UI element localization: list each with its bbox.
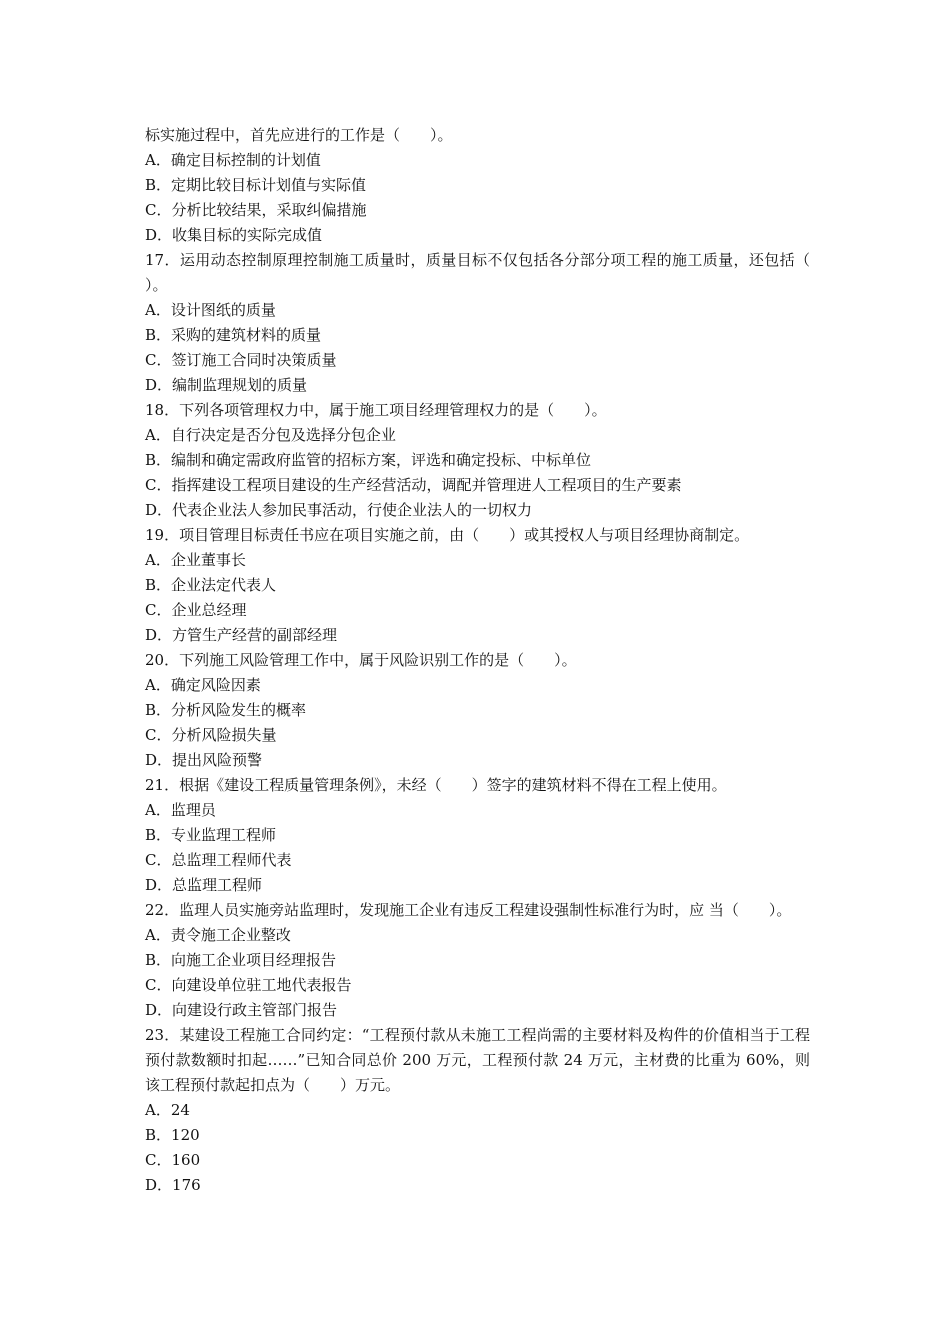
- option-a: A．确定风险因素: [145, 676, 261, 694]
- question-list: [145, 123, 841, 1198]
- question-22: 22．监理人员实施旁站监理时，发现施工企业有违反工程建设强制性标准行为时，应 当（ ）。: [145, 901, 792, 919]
- option-a: A．设计图纸的质量: [145, 301, 276, 319]
- option-a: A．24: [145, 1101, 190, 1119]
- option-c: C．企业总经理: [145, 601, 247, 619]
- option-b: B．定期比较目标计划值与实际值: [145, 176, 367, 194]
- question-17: 17．运用动态控制原理控制施工质量时，质量目标不仅包括各分部分项工程的施工质量，还包括（ ）。: [145, 251, 841, 294]
- question-20: 20．下列施工风险管理工作中，属于风险识别工作的是（ ）。: [145, 651, 577, 669]
- option-b: B．120: [145, 1126, 200, 1144]
- option-a: A．监理员: [145, 801, 216, 819]
- option-d: D．编制监理规划的质量: [145, 376, 308, 394]
- question-18: 18．下列各项管理权力中，属于施工项目经理管理权力的是（ ）。: [145, 401, 607, 419]
- question-23: 23．某建设工程施工合同约定：“工程预付款从未施工工程尚需的主要材料及构件的价值相当于工程预付款数额时扣起……”已知合同总价 200 万元，工程预付款 24 万元，主材费的比重为 60%，则该工程预付款起扣点为（ ）万元。: [145, 1026, 810, 1094]
- option-a: A．确定目标控制的计划值: [145, 151, 321, 169]
- option-c: C．向建设单位驻工地代表报告: [145, 976, 352, 994]
- option-a: A．自行决定是否分包及选择分包企业: [145, 426, 396, 444]
- question-21: 21．根据《建设工程质量管理条例》，未经（ ）签字的建筑材料不得在工程上使用。: [145, 776, 727, 794]
- option-b: B．采购的建筑材料的质量: [145, 326, 322, 344]
- option-c: C．160: [145, 1151, 201, 1169]
- option-a: A．责令施工企业整改: [145, 926, 291, 944]
- option-b: B．分析风险发生的概率: [145, 701, 307, 719]
- option-d: D．总监理工程师: [145, 876, 263, 894]
- option-c: C．分析比较结果，采取纠偏措施: [145, 201, 367, 219]
- option-c: C．签订施工合同时决策质量: [145, 351, 337, 369]
- option-a: A．企业董事长: [145, 551, 246, 569]
- option-d: D．提出风险预警: [145, 751, 263, 769]
- option-b: B．向施工企业项目经理报告: [145, 951, 337, 969]
- option-d: D．向建设行政主管部门报告: [145, 1001, 338, 1019]
- option-b: B．编制和确定需政府监管的招标方案，评选和确定投标、中标单位: [145, 451, 592, 469]
- question-19: 19．项目管理目标责任书应在项目实施之前，由（ ）或其授权人与项目经理协商制定。: [145, 526, 750, 544]
- option-c: C．指挥建设工程项目建设的生产经营活动，调配并管理进人工程项目的生产要素: [145, 476, 682, 494]
- option-c: C．分析风险损失量: [145, 726, 277, 744]
- option-d: D．收集目标的实际完成值: [145, 226, 323, 244]
- option-d: D．代表企业法人参加民事活动，行使企业法人的一切权力: [145, 501, 533, 519]
- option-d: D．176: [145, 1176, 201, 1194]
- question-continuation: 标实施过程中，首先应进行的工作是（ ）。: [145, 126, 453, 144]
- option-c: C．总监理工程师代表: [145, 851, 292, 869]
- option-d: D．方管生产经营的副部经理: [145, 626, 338, 644]
- option-b: B．企业法定代表人: [145, 576, 277, 594]
- option-b: B．专业监理工程师: [145, 826, 277, 844]
